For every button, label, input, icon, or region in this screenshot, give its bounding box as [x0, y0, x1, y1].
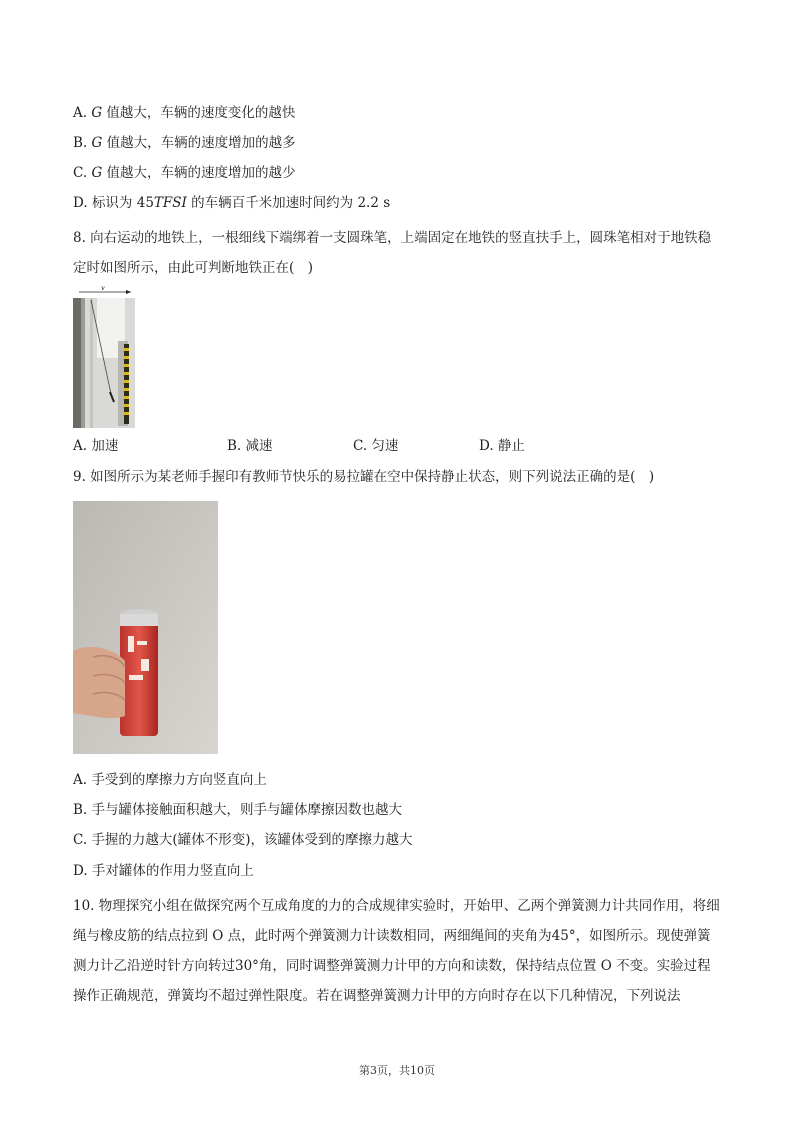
option-text: 值越大，车辆的速度增加的越少 [102, 165, 296, 181]
q10-stem: 10. 物理探究小组在做探究两个互成角度的力的合成规律实验时，开始甲、乙两个弹簧测力计共同作用，将细绳与橡皮筋的结点拉到 O 点，此时两个弹簧测力计读数相同，两细绳间的夹角为45°，如图所示。现使弹簧测力计乙沿逆时针方向转过30°角，同时调整弹簧测力计甲的方向和读数，保持结点位置 O 不变。实验过程操作正确规范，弹簧均不超过弹性限度。若在调整弹簧测力计甲的方向时存在以下几种情况，下列说法 [73, 898, 720, 1004]
option-text: 的车辆百千米加速时间约为 2.2 s [186, 195, 391, 211]
warning-stripe-marks [124, 348, 129, 415]
q8-stem: 8. 向右运动的地铁上，一根细线下端绑着一支圆珠笔，上端固定在地铁的竖直扶手上，圆珠笔相对于地铁稳定时如图所示，由此可判断地铁正在( ) [73, 230, 712, 276]
hand [73, 647, 125, 718]
q7-option-c [73, 163, 296, 183]
q7-option-a [73, 103, 295, 123]
q9-stem: 9. 如图所示为某老师手握印有教师节快乐的易拉罐在空中保持静止状态，则下列说法正确的是( ) [73, 469, 655, 485]
option-key: C. [73, 165, 88, 181]
q9-option-d: D. 手对罐体的作用力竖直向上 [73, 863, 254, 879]
can-in-hand-photo [73, 501, 218, 754]
q8-option-b: B. 减速 [227, 438, 273, 454]
q8-option-a: A. 加速 [73, 438, 119, 454]
option-var: G [91, 135, 103, 151]
can-rim [120, 614, 158, 626]
subway-door-shadow [81, 298, 85, 428]
option-var: TFSI [153, 195, 187, 211]
q9-option-c: C. 手握的力越大(罐体不形变)，该罐体受到的摩擦力越大 [73, 832, 413, 848]
velocity-label: v [101, 286, 105, 292]
velocity-arrowhead [126, 290, 131, 294]
q9-option-a: A. 手受到的摩擦力方向竖直向上 [73, 772, 267, 788]
q7-option-b [73, 133, 296, 153]
subway-figure [73, 286, 135, 428]
q8-option-c: C. 匀速 [353, 438, 399, 454]
option-text: 值越大，车辆的速度增加的越多 [102, 135, 296, 151]
handrail [90, 298, 93, 428]
q8-option-d: D. 静止 [479, 438, 525, 454]
option-key: D. [73, 195, 88, 211]
q7-option-d [73, 193, 390, 213]
option-key: B. [73, 135, 88, 151]
q9-option-b: B. 手与罐体接触面积越大，则手与罐体摩擦因数也越大 [73, 802, 403, 818]
option-text: 值越大，车辆的速度变化的越快 [102, 105, 296, 121]
page-number: 第3页，共10页 [359, 1064, 435, 1077]
option-key: A. [73, 105, 88, 121]
option-var: G [91, 105, 103, 121]
subway-door-edge [73, 298, 81, 428]
option-text-pre: 标识为 45 [91, 195, 154, 211]
q8-options [73, 436, 673, 456]
option-var: G [91, 165, 103, 181]
